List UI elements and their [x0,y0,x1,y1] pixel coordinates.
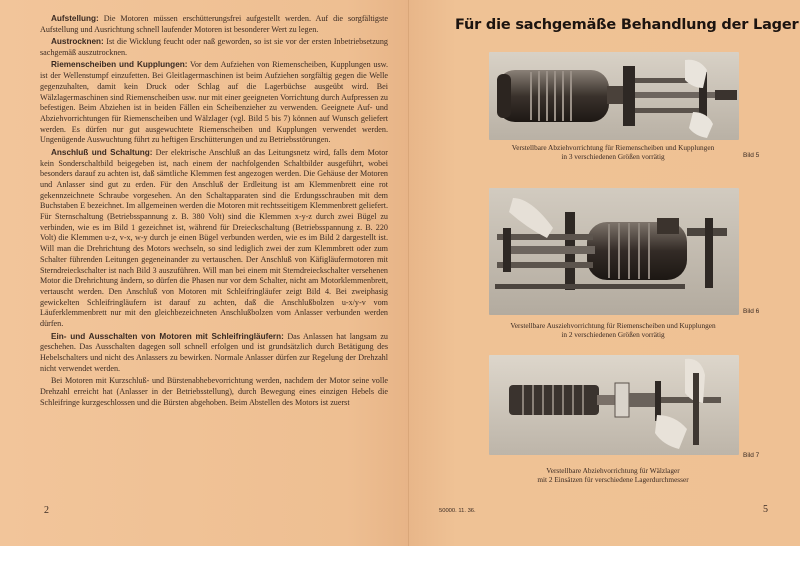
figure-label: Bild 6 [743,308,760,315]
paragraph-text: Bei Motoren mit Kurzschluß- und Bürstenabhebevorrichtung werden, nachdem der Motor seine volle Drehzahl erreicht hat (Anlasser in der Betriebsstellung), durch Bewegung eines einzigen Hebels die Schleifringe kurzgeschlossen und die Bürsten abgehoben. Beim Abstellen des Motors ist zuerst [40,376,388,407]
caption-line: Verstellbare Abziehvorrichtung für Riemenscheiben und Kupplungen [511,143,715,152]
page-title: Für die sachgemäße Behandlung der Lager [455,17,799,33]
paragraph-heading: Aufstellung: [51,14,99,23]
paragraph-text: Ist die Wicklung feucht oder naß geworden, so ist sie vor der ersten Inbetriebsetzung sachgemäß auszutrocknen. [40,37,388,57]
motor-puller-photo [489,188,739,315]
caption-line: Verstellbare Abziehvorrichtung für Wälzlager [546,466,680,475]
paragraph [40,332,388,375]
print-code: 50000. 11. 36. [439,508,476,514]
caption-line: Verstellbare Ausziehvorrichtung für Riemenscheiben und Kupplungen [510,321,716,330]
paragraph-heading: Riemenscheiben und Kupplungen: [51,60,188,70]
figure-label: Bild 5 [743,152,760,159]
motor-puller-photo [489,52,739,140]
paragraph [40,60,388,146]
left-page [0,0,408,546]
paragraph-text: Die Motoren müssen erschütterungsfrei aufgestellt werden. Auf die sorgfältigste Aufstellung und Ausrichtung schnell laufender Motoren ist besonderer Wert zu legen. [40,14,388,34]
caption-line: mit 2 Einsätzen für verschiedene Lagerdurchmesser [537,475,689,485]
figure-caption [479,143,747,162]
paragraph-heading: Anschluß und Schaltung: [51,147,153,157]
paragraph-text: Das Anlassen hat langsam zu geschehen. Das Ausschalten dagegen soll schnell erfolgen und ist grundsätzlich durch Betätigung des Hebelschalters und nicht des Anlassers zu bewirken. Normale Anlasser dürfen zur Regelung der Drehzahl nicht verwendet werden. [40,331,388,373]
page-number-right: 5 [763,504,768,515]
photo-puller-6 [489,188,739,315]
caption-line: in 2 verschiedenen Größen vorrätig [561,330,665,340]
figure-label: Bild 7 [743,452,760,459]
figure-caption [479,466,747,485]
right-page [408,0,800,546]
paragraph [40,14,388,35]
paragraph [40,376,388,408]
body-text [40,14,388,410]
paragraph-heading: Austrocknen: [51,37,104,47]
paragraph-text: Vor dem Aufziehen von Riemenscheiben, Kupplungen usw. ist der Wellenstumpf einzufetten. Bei Gleitlagermaschinen ist beim Aufziehen sorgfältig gegen die Welle gegenzuhalten, damit kein Druck oder Schlag auf die Lagerbüchse ausgeübt wird. Bei Wälzlagermaschinen sind Riemenscheiben usw. nur mit einer geeigneten Vorrichtung durch Aufpressen zu befestigen. Beim Abziehen ist in beiden Fällen ein Scheibenzieher zu verwenden. Geeignete Auf- und Abziehvorrichtungen für Riemenscheiben und Wälzlager (vgl. Bild 5 bis 7) können auf Wunsch geliefert werden. Es dürfen nur gut ausgewuchtete Riemenscheiben und Kupplungen verwendet werden. Ungenügende Auswuchtung führt zu heftigen Erschütterungen und zu Betriebsstörungen. [40,60,388,145]
paragraph [40,37,388,58]
figure-caption [479,321,747,340]
photo-puller-5 [489,52,739,140]
photo-puller-7 [489,355,739,455]
paragraph-text: Der elektrische Anschluß an das Leitungsnetz wird, falls dem Motor kein Sonderschaltbild beigegeben ist, nach einem der nachfolgenden Schaltbilder ausgeführt, wobei besonders darauf zu achten ist, daß sämtliche Klemmen fest angezogen werden. Die Gehäuse der Motoren und Anlasser sind gut zu erden. Für den Anschluß der Erdleitung ist am Klemmenbrett eine rot gekennzeichnete Schraube vorgesehen. An den Schaltapparaten sind die Erdungsschrauben mit dem Buchstaben E bezeichnet. Im allgemeinen werden die Motoren mit rechtsseitigem Klemmenbrett geliefert. Für Sternschaltung (Betriebsspannung z. B. 380 Volt) sind die Klemmen x-y-z durch zwei Bügel zu verbinden, wie es im Bild 1 gezeichnet ist, während für Dreieckschaltung (Betriebsspannung z. B. 220 Volt) die Klemmen u-z, v-x, w-y durch je einen Bügel verbunden werden, wie es im Bild 2 dargestellt ist. Will man die Drehrichtung des Motors wechseln, so sind lediglich zwei der zum Klemmbrett oder zum Schalter führenden Leitungen gegeneinander zu vertauschen. Der Anschluß von Käfigläufermotoren mit Sterndreieckschalter ist nach Bild 3 auszuführen. Will man bei einem mit Sterndreieckschalter versehenen Motor die Drehrichtung ändern, so dürfen die Phasen nur vor dem Schalter, nicht am Motorklemmenbrett, vertauscht werden. Den Anschluß von Motoren mit Schleifringläufer zeigt Bild 4. Bei zweiphasig gewickelten Schleifringläufern ist darauf zu achten, daß die Anschlußbolzen u-x/y-v vom Läuferklemmenbrett nur mit den gleichbezeichneten Anschlußbolzen vom Anlasser verbunden werden dürfen. [40,147,388,329]
page-number-left: 2 [44,505,49,516]
caption-line: in 3 verschiedenen Größen vorrätig [561,152,665,162]
paragraph-heading: Ein- und Ausschalten von Motoren mit Schleifringläufern: [51,331,284,341]
bearing-puller-photo [489,355,739,455]
paragraph [40,148,388,330]
